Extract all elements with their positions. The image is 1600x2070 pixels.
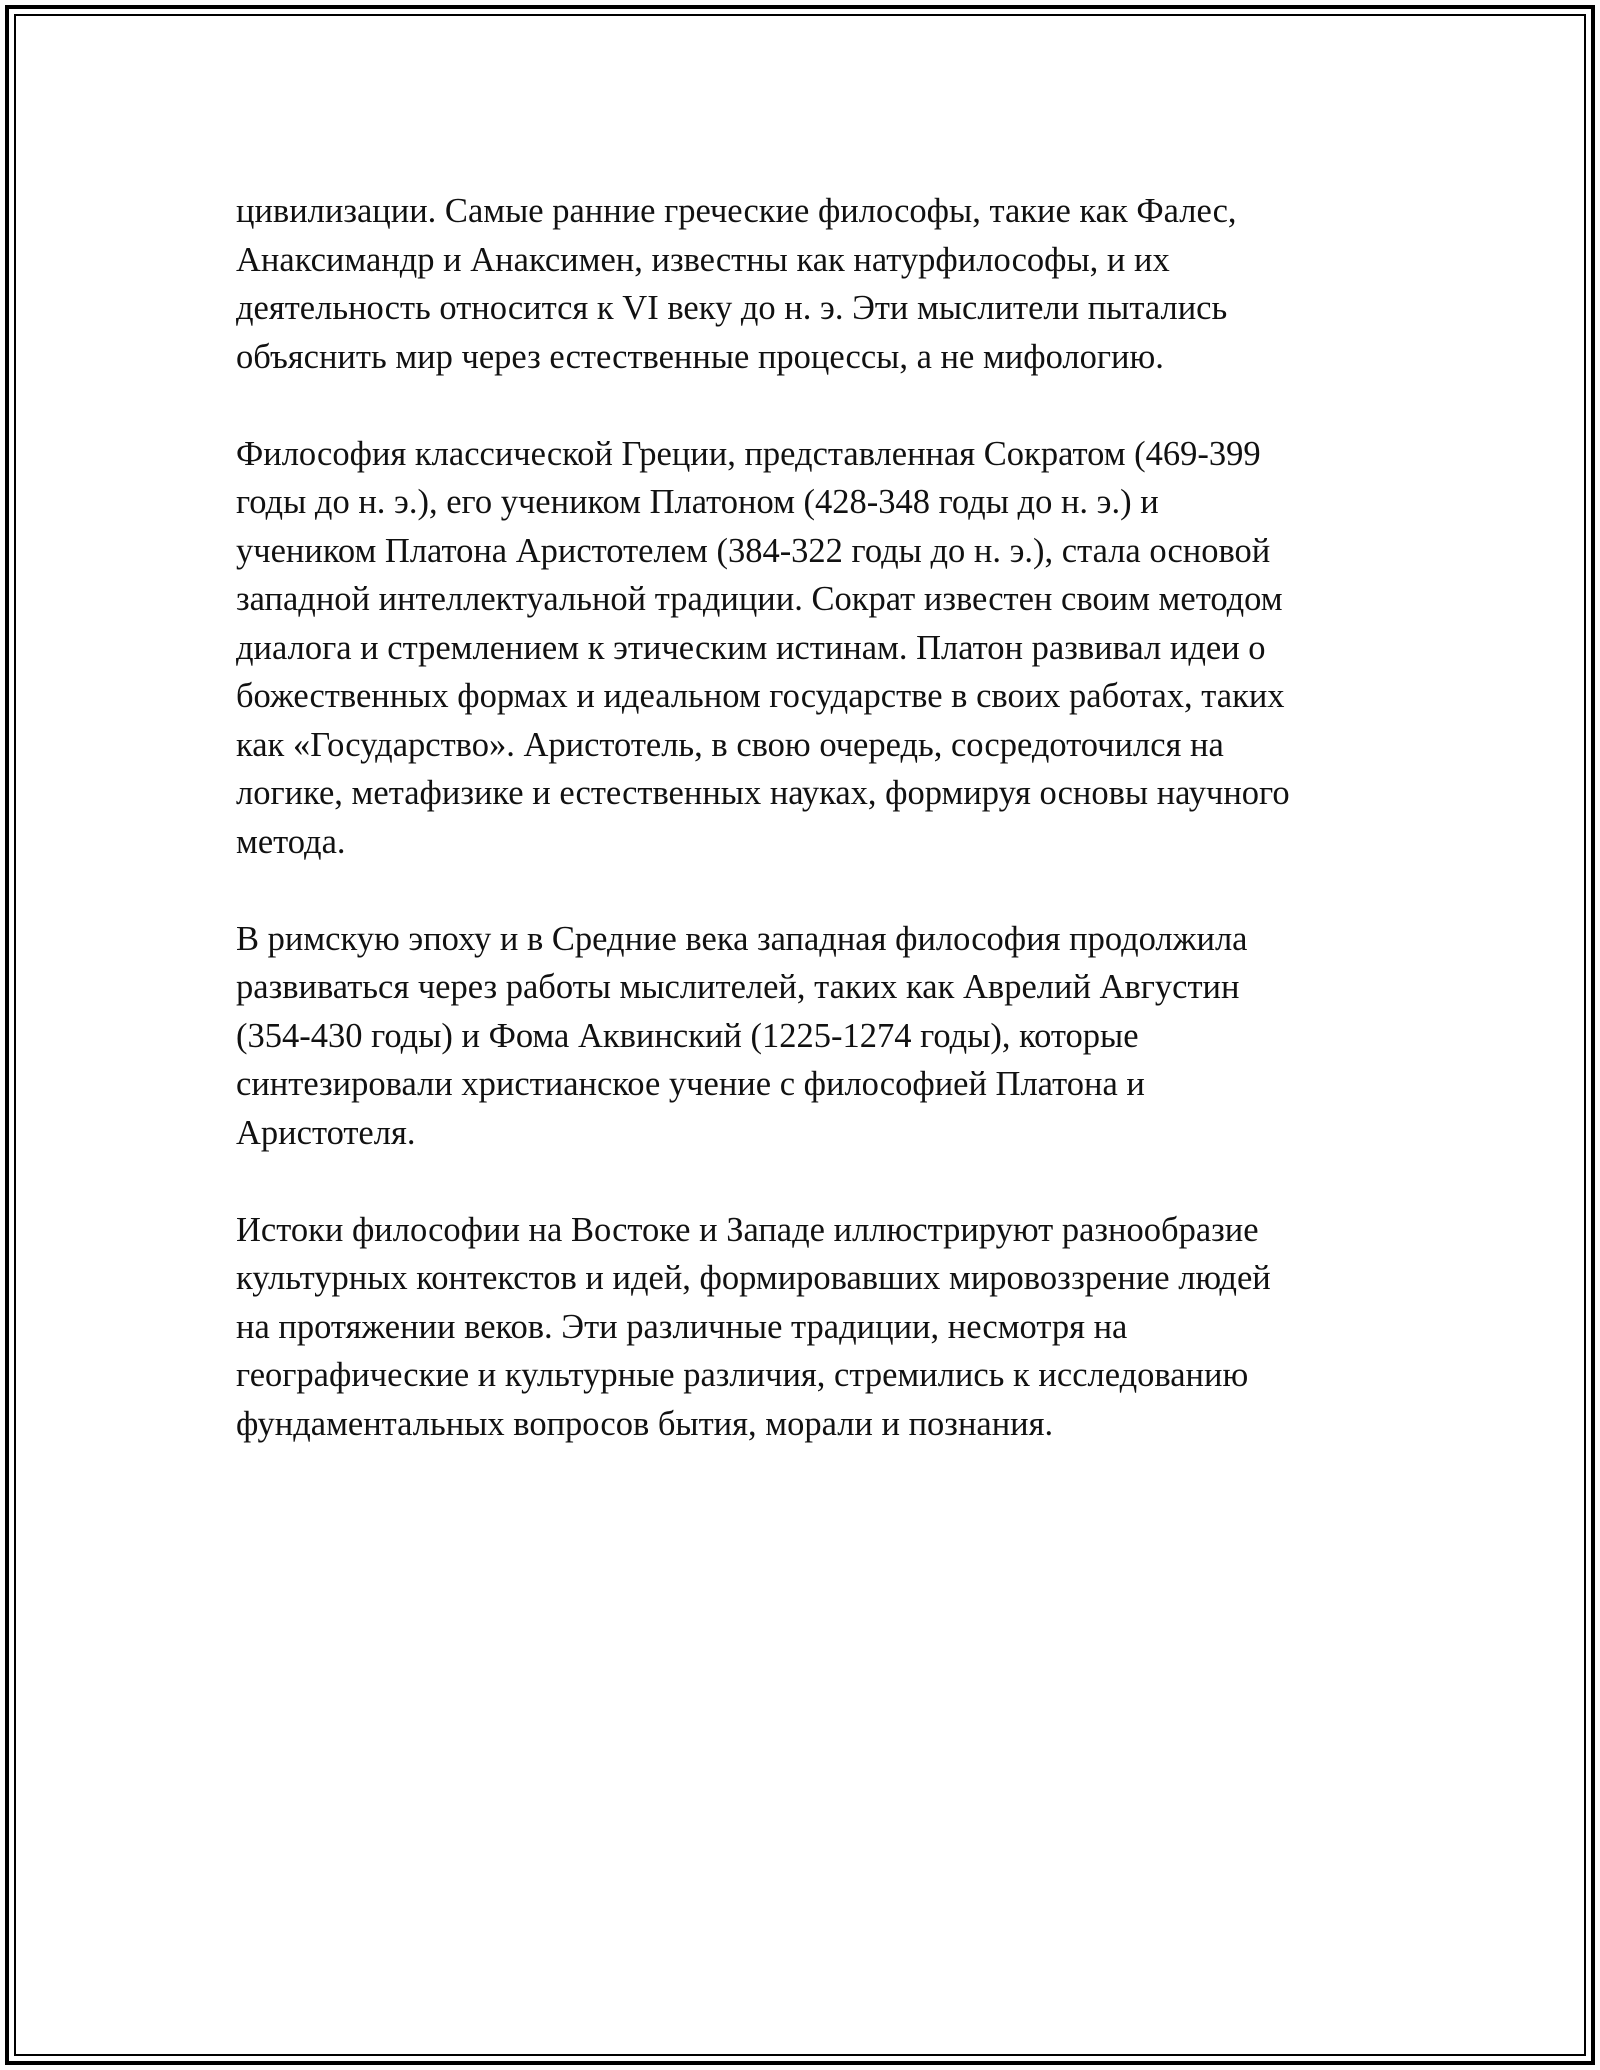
text-line: (354-430 годы) и Фома Аквинский (1225-1274 годы), которые [236,1016,1139,1055]
text-line: Истоки философии на Востоке и Западе иллюстрируют разнообразие [236,1210,1259,1249]
text-line: как «Государство». Аристотель, в свою очередь, сосредоточился на [236,725,1224,764]
text-line: годы до н. э.), его учеником Платоном (428-348 годы до н. э.) и [236,483,1159,521]
text-line: синтезировали христианское учение с философией Платона и [236,1065,1145,1103]
text-line: Аристотеля. [236,1113,416,1152]
text-line: метода. [236,822,346,861]
paragraph [236,1206,1386,1449]
text-line: западной интеллектуальной традиции. Сократ известен своим методом [236,580,1283,618]
text-line: Анаксимандр и Анаксимен, известны как натурфилософы, и их [236,240,1170,279]
text-line: логике, метафизике и естественных науках, формируя основы научного [236,774,1290,812]
text-line: географические и культурные различия, стремились к исследованию [236,1356,1249,1394]
paragraph [236,187,1386,381]
text-line: объяснить мир через естественные процессы, а не мифологию. [236,337,1164,376]
text-line: фундаментальных вопросов бытия, морали и познания. [236,1404,1054,1443]
paragraph [236,915,1386,1158]
document-body [236,187,1386,1497]
text-line: деятельность относится к VI веку до н. э. Эти мыслители пытались [236,289,1228,327]
text-line: культурных контекстов и идей, формировавших мировоззрение людей [236,1259,1271,1297]
text-line: на протяжении веков. Эти различные традиции, несмотря на [236,1307,1128,1346]
text-line: Философия классической Греции, представленная Сократом (469-399 [236,434,1261,473]
text-line: божественных формах и идеальном государстве в своих работах, таких [236,677,1285,715]
text-line: цивилизации. Самые ранние греческие философы, такие как Фалес, [236,192,1237,230]
text-line: учеником Платона Аристотелем (384-322 годы до н. э.), стала основой [236,531,1271,570]
paragraph [236,430,1386,867]
text-line: развиваться через работы мыслителей, таких как Аврелий Августин [236,968,1240,1006]
text-line: В римскую эпоху и в Средние века западная философия продолжила [236,919,1248,958]
text-line: диалога и стремлением к этическим истинам. Платон развивал идеи о [236,628,1266,667]
